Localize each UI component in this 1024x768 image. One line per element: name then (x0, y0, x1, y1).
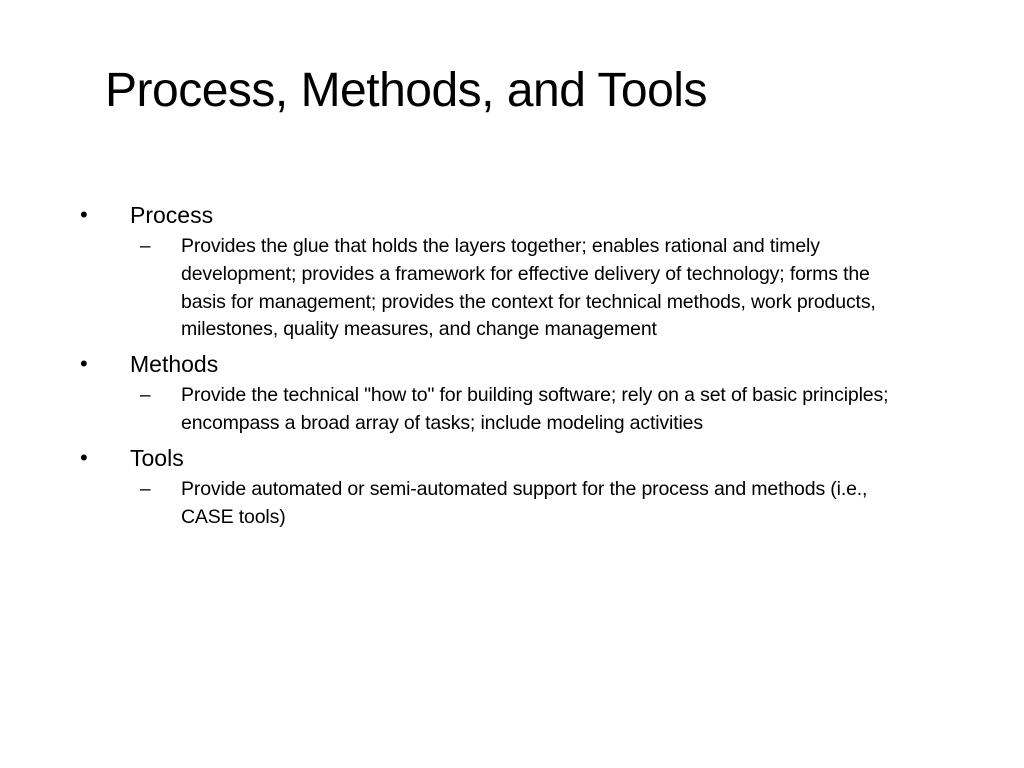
sub-bullet-text: Provides the glue that holds the layers together; enables rational and timely development; provides a framework for effective delivery of technology; forms the basis for management; provides the context for technical methods, work products, milestones, quality measures, and change management (181, 235, 876, 341)
bullet-list (0, 197, 1024, 533)
bullet-item-tools (0, 440, 1024, 532)
bullet-label: Methods (130, 351, 219, 378)
bullet-dot-icon: • (80, 444, 88, 470)
bullet-item-methods (0, 346, 1024, 438)
sub-bullet-item (0, 233, 1024, 344)
sub-bullet-item (0, 476, 1024, 532)
bullet-item-process (0, 197, 1024, 344)
sub-bullet-text: Provide automated or semi-automated support for the process and methods (i.e., CASE tools) (181, 477, 868, 528)
slide-title: Process, Methods, and Tools (105, 64, 707, 117)
dash-icon: – (140, 478, 151, 500)
bullet-dot-icon: • (80, 351, 88, 377)
dash-icon: – (140, 385, 151, 407)
sub-bullet-text: Provide the technical "how to" for building software; rely on a set of basic principles; encompass a broad array of tasks; include modeling activities (181, 384, 889, 434)
sub-bullet-item (0, 382, 1024, 438)
bullet-label: Tools (130, 444, 184, 471)
dash-icon: – (140, 236, 151, 257)
bullet-label: Process (130, 202, 214, 228)
bullet-dot-icon: • (80, 202, 88, 227)
